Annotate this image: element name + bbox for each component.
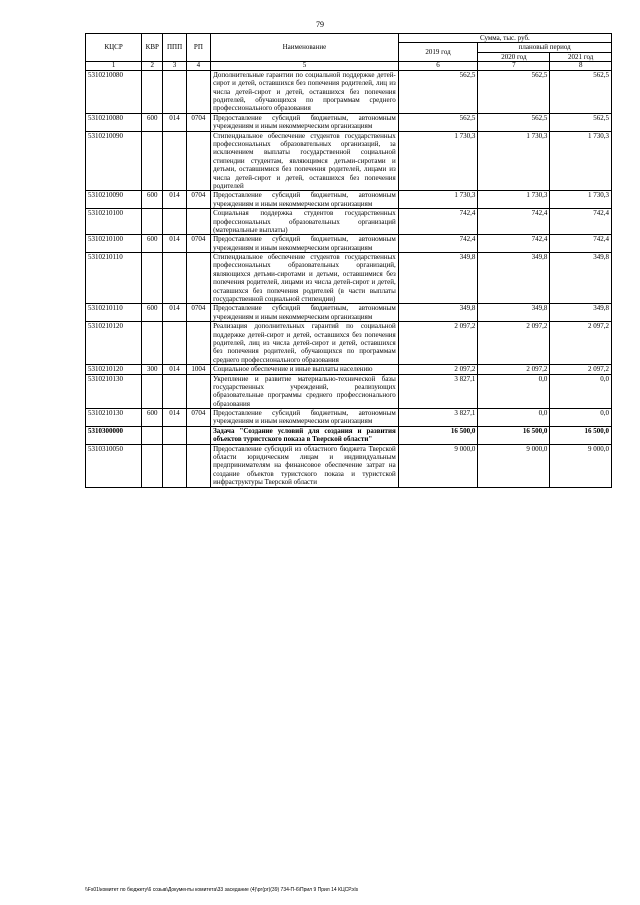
amount-2021-cell: 0,0: [550, 374, 612, 409]
amount-2020-cell: 349,8: [478, 253, 550, 304]
kcsr-cell: 5310210130: [86, 374, 142, 409]
rp-cell: [186, 444, 210, 487]
name-cell: Предоставление субсидий бюджетным, автономным учреждениям и иным некоммерческим организациям: [211, 113, 399, 131]
kvr-cell: 600: [142, 304, 163, 322]
amount-2020-cell: 2 097,2: [478, 322, 550, 365]
rp-cell: [186, 209, 210, 235]
column-index-row: [86, 62, 612, 71]
name-cell: Социальная поддержка студентов государственных профессиональных образовательных организаций (материальные выплаты): [211, 209, 399, 235]
kcsr-cell: 5310310050: [86, 444, 142, 487]
rp-cell: 0704: [186, 304, 210, 322]
rp-cell: [186, 70, 210, 113]
name-cell: Реализация дополнительных гарантий по социальной поддержке детей-сирот и детей, оставшихся без попечения родителей, лиц из числа детей-сирот и детей, оставшихся без попечения родителей, обучающихся по программам среднего профессионального образования: [211, 322, 399, 365]
amount-2019-cell: 3 827,1: [398, 374, 478, 409]
name-cell: Предоставление субсидий бюджетным, автономным учреждениям и иным некоммерческим организациям: [211, 235, 399, 253]
amount-2019-cell: 742,4: [398, 209, 478, 235]
ppp-cell: [163, 209, 186, 235]
column-index: 8: [550, 62, 612, 71]
header-year-2020: 2020 год: [478, 52, 550, 61]
ppp-cell: [163, 374, 186, 409]
table-row: [86, 365, 612, 374]
rp-cell: [186, 322, 210, 365]
amount-2019-cell: 742,4: [398, 235, 478, 253]
rp-cell: [186, 426, 210, 444]
header-kcsr: КЦСР: [86, 34, 142, 62]
kvr-cell: [142, 209, 163, 235]
table-row: [86, 426, 612, 444]
name-cell: Стипендиальное обеспечение студентов государственных профессиональных образовательных организаций, являющихся детьми-сиротами и детьми, оставшимися без попечения родителей, лицами из числа детей-сирот и детей, оставшихся без попечения родителей (в части выплаты государственной социальной стипендии): [211, 253, 399, 304]
ppp-cell: 014: [163, 365, 186, 374]
table-row: [86, 444, 612, 487]
amount-2019-cell: 9 000,0: [398, 444, 478, 487]
amount-2021-cell: 349,8: [550, 304, 612, 322]
header-sum: Сумма, тыс. руб.: [398, 34, 611, 43]
amount-2019-cell: 1 730,3: [398, 131, 478, 191]
name-cell: Стипендиальное обеспечение студентов государственных профессиональных образовательных организаций, за исключением выплаты государственной социальной стипендии студентам, являющимся детьми-сиротами и детьми, оставшимися без попечения родителей, лицами из числа детей-сирот и детей, оставшихся без попечения родителей: [211, 131, 399, 191]
name-cell: Укрепление и развитие материально-технической базы государственных учреждений, реализующих образовательные программы среднего профессионального образования: [211, 374, 399, 409]
kvr-cell: [142, 444, 163, 487]
kcsr-cell: 5310210120: [86, 365, 142, 374]
name-cell: Дополнительные гарантии по социальной поддержке детей-сирот и детей, оставшихся без попечения родителей, лиц из числа детей-сирот и детей, оставшихся без попечения родителей, обучающихся по программам среднего профессионального образования: [211, 70, 399, 113]
amount-2021-cell: 9 000,0: [550, 444, 612, 487]
kcsr-cell: 5310210080: [86, 70, 142, 113]
amount-2021-cell: 16 500,0: [550, 426, 612, 444]
kcsr-cell: 5310210110: [86, 253, 142, 304]
ppp-cell: 014: [163, 409, 186, 427]
amount-2021-cell: 2 097,2: [550, 365, 612, 374]
table-row: [86, 322, 612, 365]
name-cell: Предоставление субсидий из областного бюджета Тверской области юридическим лицам и индивидуальным предпринимателям на финансовое обеспечение затрат на создание объектов туристского показа и туристской инфраструктуры Тверской области: [211, 444, 399, 487]
header-name: Наименование: [211, 34, 399, 62]
amount-2019-cell: 16 500,0: [398, 426, 478, 444]
name-cell: Социальное обеспечение и иные выплаты населению: [211, 365, 399, 374]
amount-2019-cell: 562,5: [398, 113, 478, 131]
ppp-cell: [163, 131, 186, 191]
kvr-cell: 600: [142, 191, 163, 209]
amount-2019-cell: 349,8: [398, 253, 478, 304]
table-row: [86, 70, 612, 113]
kcsr-cell: 5310210080: [86, 113, 142, 131]
kvr-cell: 600: [142, 409, 163, 427]
rp-cell: [186, 253, 210, 304]
kcsr-cell: 5310210100: [86, 235, 142, 253]
ppp-cell: [163, 70, 186, 113]
amount-2021-cell: 562,5: [550, 70, 612, 113]
kvr-cell: [142, 131, 163, 191]
rp-cell: 0704: [186, 113, 210, 131]
table-row: [86, 374, 612, 409]
kvr-cell: [142, 426, 163, 444]
kcsr-cell: 5310300000: [86, 426, 142, 444]
amount-2020-cell: 9 000,0: [478, 444, 550, 487]
amount-2021-cell: 349,8: [550, 253, 612, 304]
table-row: [86, 131, 612, 191]
ppp-cell: [163, 253, 186, 304]
kvr-cell: [142, 70, 163, 113]
header-kvr: КВР: [142, 34, 163, 62]
amount-2020-cell: 16 500,0: [478, 426, 550, 444]
column-index: 5: [211, 62, 399, 71]
page-number: 79: [316, 20, 324, 29]
kvr-cell: 600: [142, 235, 163, 253]
rp-cell: 1004: [186, 365, 210, 374]
header-ppp: ППП: [163, 34, 186, 62]
amount-2021-cell: 742,4: [550, 235, 612, 253]
amount-2020-cell: 1 730,3: [478, 191, 550, 209]
table-row: [86, 209, 612, 235]
header-rp: РП: [186, 34, 210, 62]
column-index: 7: [478, 62, 550, 71]
name-cell: Предоставление субсидий бюджетным, автономным учреждениям и иным некоммерческим организациям: [211, 191, 399, 209]
amount-2020-cell: 742,4: [478, 209, 550, 235]
amount-2019-cell: 2 097,2: [398, 365, 478, 374]
column-index: 3: [163, 62, 186, 71]
column-index: 4: [186, 62, 210, 71]
kvr-cell: [142, 322, 163, 365]
amount-2019-cell: 1 730,3: [398, 191, 478, 209]
amount-2020-cell: 349,8: [478, 304, 550, 322]
amount-2020-cell: 562,5: [478, 70, 550, 113]
ppp-cell: 014: [163, 191, 186, 209]
header-planned-period: плановый период: [478, 43, 612, 52]
amount-2020-cell: 1 730,3: [478, 131, 550, 191]
kvr-cell: [142, 374, 163, 409]
rp-cell: [186, 374, 210, 409]
amount-2020-cell: 562,5: [478, 113, 550, 131]
amount-2019-cell: 3 827,1: [398, 409, 478, 427]
table-row: [86, 235, 612, 253]
column-index: 6: [398, 62, 478, 71]
kcsr-cell: 5310210100: [86, 209, 142, 235]
table-row: [86, 253, 612, 304]
amount-2021-cell: 562,5: [550, 113, 612, 131]
kvr-cell: 300: [142, 365, 163, 374]
budget-table: [85, 33, 612, 488]
column-index: 1: [86, 62, 142, 71]
kcsr-cell: 5310210130: [86, 409, 142, 427]
amount-2020-cell: 0,0: [478, 409, 550, 427]
amount-2019-cell: 2 097,2: [398, 322, 478, 365]
ppp-cell: 014: [163, 235, 186, 253]
table-body: [86, 62, 612, 487]
file-path-footer: \\Fs01\комитет по бюджету\6 созыв\Документы комитета\33 заседание (4)\рг(рг)(39) 734-П-6\Прил 9 Прил 14 КЦСР.xls: [85, 887, 359, 893]
ppp-cell: 014: [163, 304, 186, 322]
ppp-cell: [163, 322, 186, 365]
rp-cell: 0704: [186, 191, 210, 209]
header-year-2021: 2021 год: [550, 52, 612, 61]
kcsr-cell: 5310210090: [86, 191, 142, 209]
table-row: [86, 191, 612, 209]
amount-2019-cell: 349,8: [398, 304, 478, 322]
name-cell: Предоставление субсидий бюджетным, автономным учреждениям и иным некоммерческим организациям: [211, 304, 399, 322]
table-row: [86, 409, 612, 427]
column-index: 2: [142, 62, 163, 71]
rp-cell: 0704: [186, 235, 210, 253]
amount-2021-cell: 742,4: [550, 209, 612, 235]
amount-2021-cell: 2 097,2: [550, 322, 612, 365]
amount-2021-cell: 1 730,3: [550, 131, 612, 191]
kcsr-cell: 5310210120: [86, 322, 142, 365]
table-row: [86, 304, 612, 322]
name-cell: Предоставление субсидий бюджетным, автономным учреждениям и иным некоммерческим организациям: [211, 409, 399, 427]
amount-2021-cell: 1 730,3: [550, 191, 612, 209]
name-cell: Задача "Создание условий для создания и развития объектов туристского показа в Тверской области": [211, 426, 399, 444]
ppp-cell: [163, 426, 186, 444]
ppp-cell: 014: [163, 113, 186, 131]
amount-2020-cell: 2 097,2: [478, 365, 550, 374]
header-year-2019: 2019 год: [398, 43, 478, 62]
ppp-cell: [163, 444, 186, 487]
amount-2020-cell: 742,4: [478, 235, 550, 253]
kcsr-cell: 5310210090: [86, 131, 142, 191]
rp-cell: 0704: [186, 409, 210, 427]
rp-cell: [186, 131, 210, 191]
table-row: [86, 113, 612, 131]
kvr-cell: [142, 253, 163, 304]
kcsr-cell: 5310210110: [86, 304, 142, 322]
amount-2021-cell: 0,0: [550, 409, 612, 427]
amount-2020-cell: 0,0: [478, 374, 550, 409]
kvr-cell: 600: [142, 113, 163, 131]
amount-2019-cell: 562,5: [398, 70, 478, 113]
